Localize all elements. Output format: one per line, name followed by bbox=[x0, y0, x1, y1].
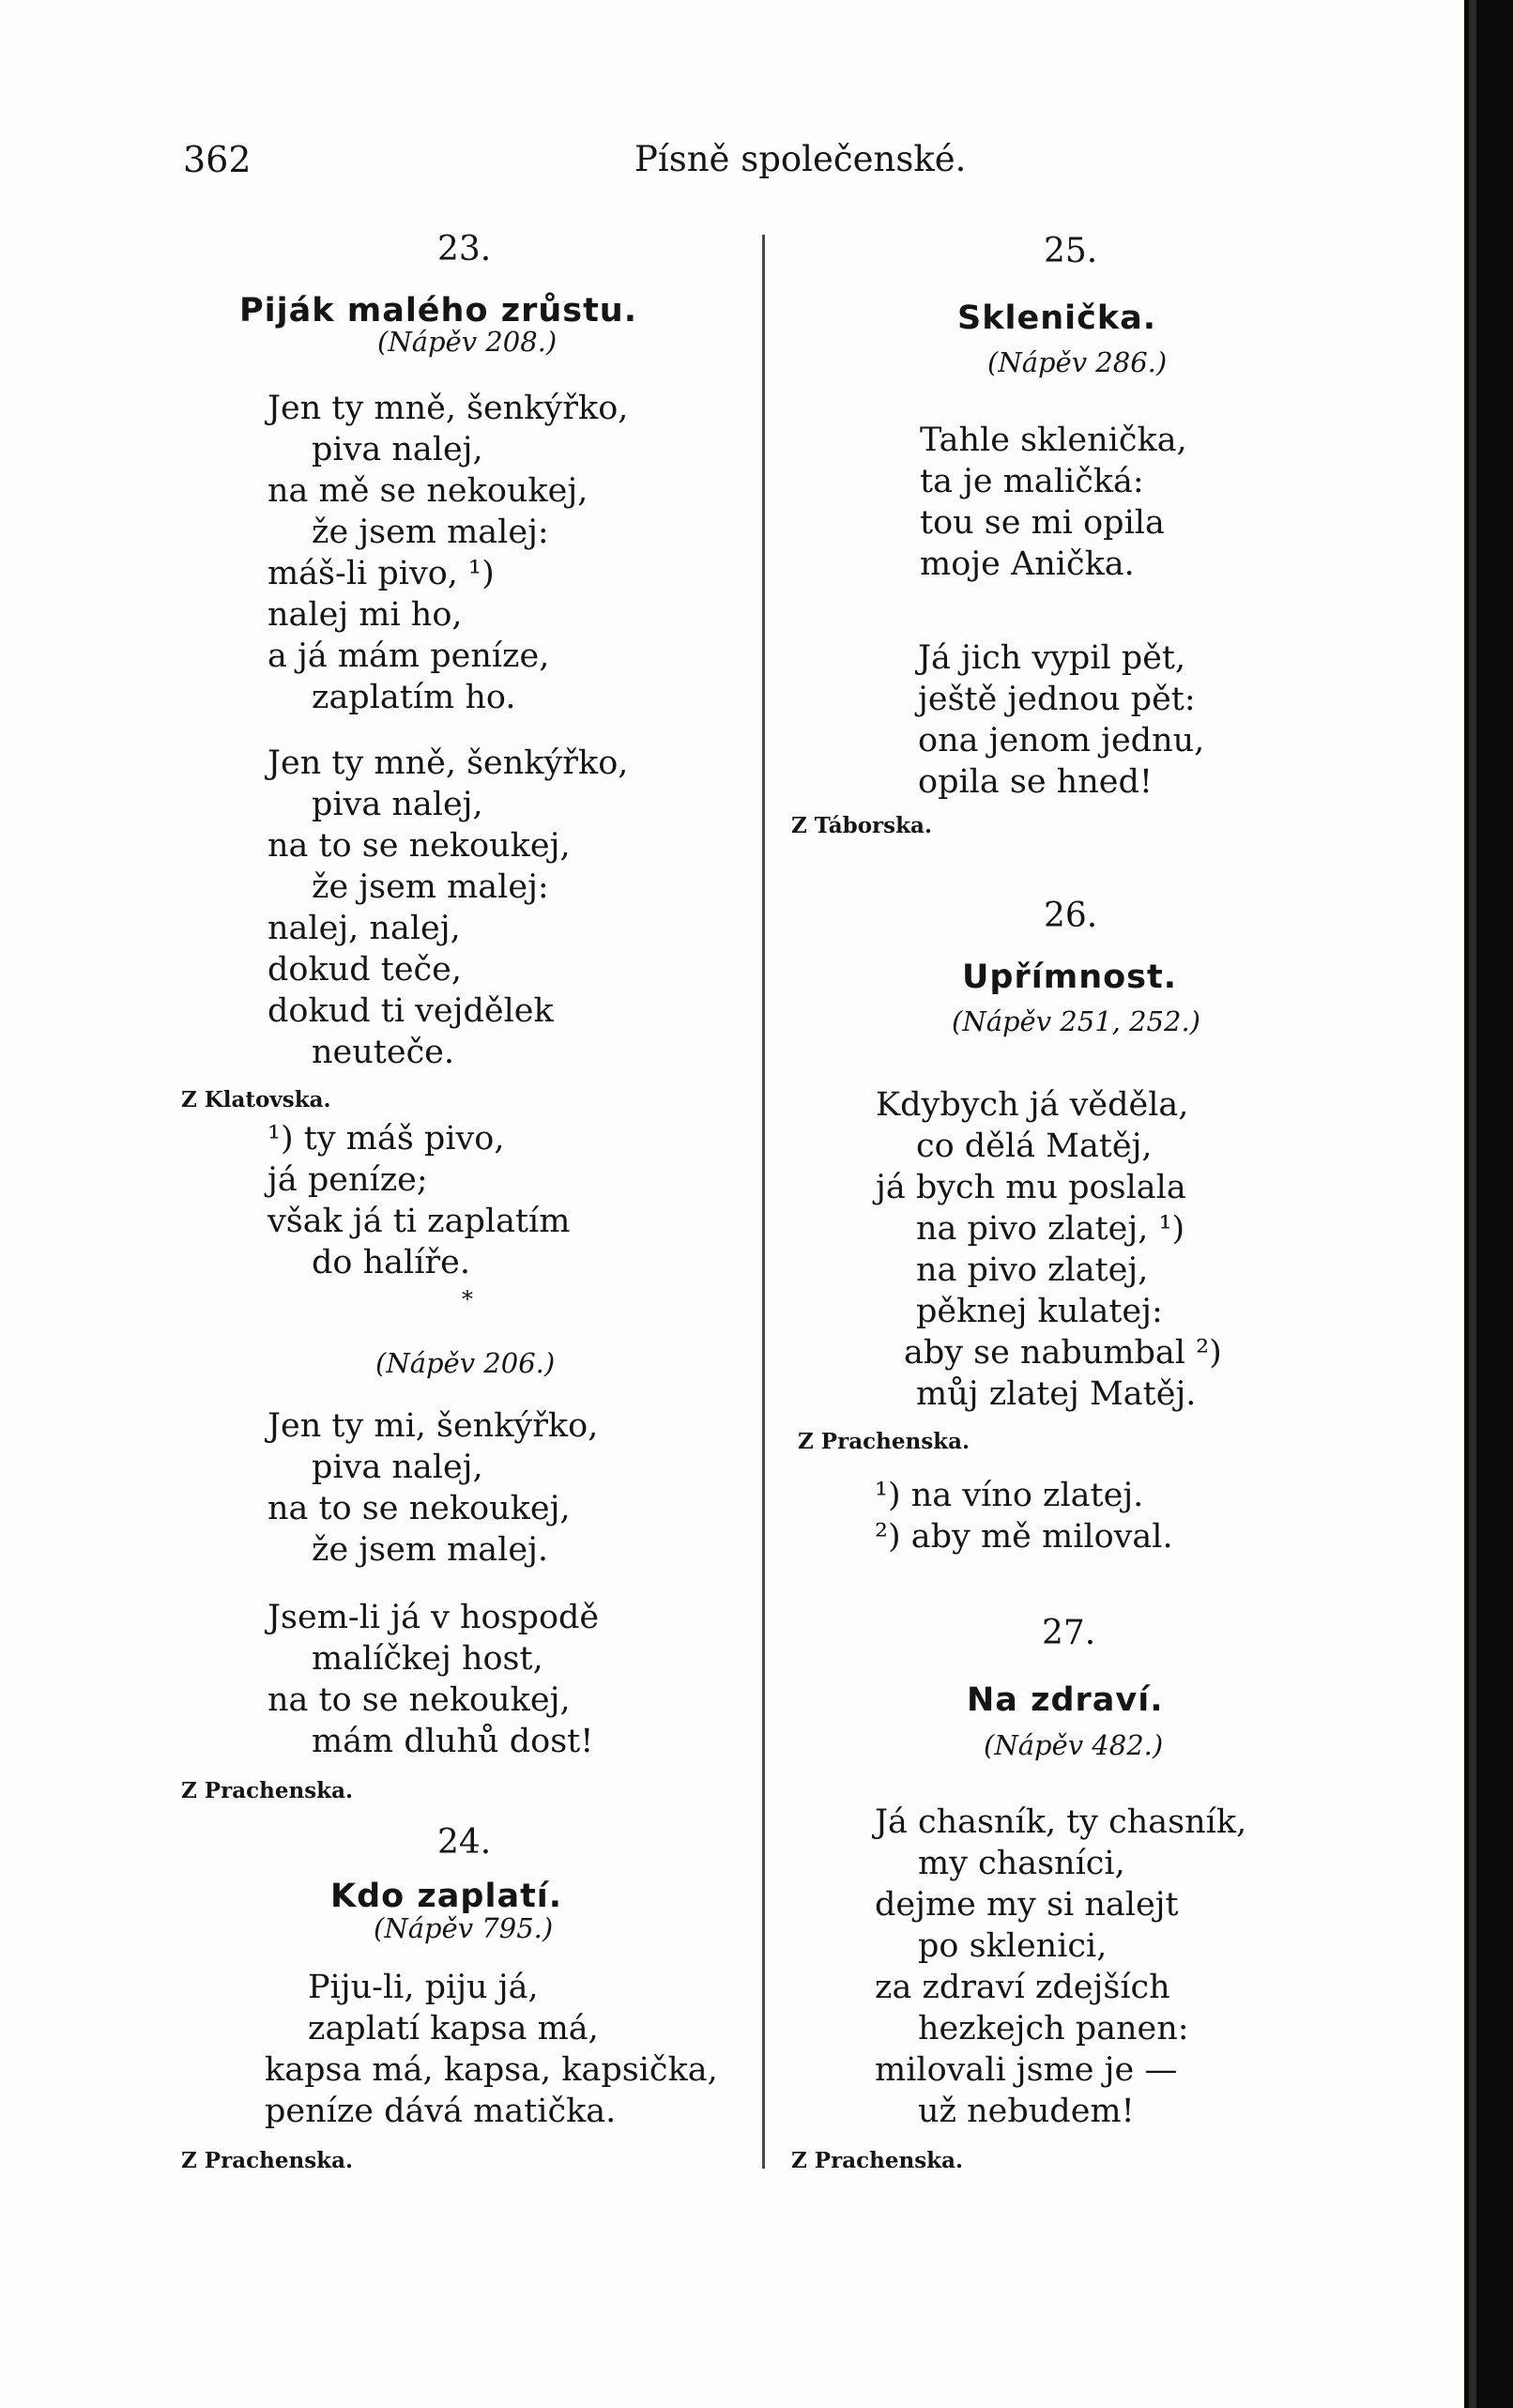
verse-line: neuteče. bbox=[312, 1034, 455, 1071]
verse-line: dokud ti vejdělek bbox=[267, 992, 554, 1030]
source-note: Z Táborska. bbox=[791, 813, 932, 838]
verse-line: milovali jsme je — bbox=[875, 2051, 1178, 2089]
song-title: Kdo zaplatí. bbox=[330, 1878, 563, 1915]
verse-line: my chasníci, bbox=[918, 1845, 1125, 1882]
verse-line: Já jich vypil pět, bbox=[918, 639, 1186, 677]
napev-reference: (Nápěv 206.) bbox=[375, 1347, 556, 1379]
verse-line: Tahle sklenička, bbox=[920, 422, 1187, 459]
verse-line: pěknej kulatej: bbox=[916, 1293, 1163, 1330]
verse-line: na to se nekoukej, bbox=[267, 827, 571, 865]
napev-reference: (Nápěv 251, 252.) bbox=[952, 1005, 1200, 1037]
song-title: Piják malého zrůstu. bbox=[239, 292, 638, 330]
verse-line: po sklenici, bbox=[918, 1927, 1108, 1965]
verse-line: na to se nekoukej, bbox=[267, 1681, 571, 1719]
song-number: 24. bbox=[437, 1823, 492, 1862]
song-title: Upřímnost. bbox=[962, 959, 1178, 996]
verse-line: piva nalej, bbox=[312, 431, 483, 468]
verse-line: peníze dává matička. bbox=[265, 2093, 617, 2130]
verse-line: Piju-li, piju já, bbox=[308, 1969, 539, 2006]
verse-line: ještě jednou pět: bbox=[918, 681, 1196, 718]
verse-line: Kdybych já věděla, bbox=[876, 1086, 1189, 1124]
source-note: Z Prachenska. bbox=[181, 1778, 353, 1803]
verse-line: nalej, nalej, bbox=[267, 910, 461, 947]
source-note: Z Prachenska. bbox=[791, 2148, 963, 2173]
verse-line: opila se hned! bbox=[918, 763, 1153, 801]
verse-line: Jen ty mně, šenkýřko, bbox=[267, 744, 629, 782]
napev-reference: (Nápěv 286.) bbox=[987, 346, 1168, 378]
verse-line: aby se nabumbal ²) bbox=[904, 1334, 1222, 1372]
verse-line: piva nalej, bbox=[312, 1449, 483, 1486]
verse-line: Jen ty mně, šenkýřko, bbox=[267, 390, 629, 427]
footnote-line: do halíře. bbox=[312, 1244, 470, 1281]
verse-line: piva nalej, bbox=[312, 786, 483, 823]
song-number: 27. bbox=[1042, 1614, 1096, 1652]
verse-line: moje Anička. bbox=[920, 545, 1135, 583]
verse-line: mám dluhů dost! bbox=[312, 1723, 594, 1760]
verse-line: kapsa má, kapsa, kapsička, bbox=[265, 2051, 718, 2089]
verse-line: tou se mi opila bbox=[920, 504, 1165, 542]
song-number: 25. bbox=[1044, 232, 1098, 270]
source-note: Z Prachenska. bbox=[798, 1429, 970, 1454]
verse-line: máš-li pivo, ¹) bbox=[267, 555, 495, 592]
footnote-line: já peníze; bbox=[267, 1161, 428, 1199]
verse-line: dejme my si nalejt bbox=[875, 1886, 1179, 1924]
napev-reference: (Nápěv 482.) bbox=[984, 1729, 1164, 1761]
verse-line: já bych mu poslala bbox=[876, 1169, 1186, 1206]
scan-edge-shadow-inner bbox=[1469, 0, 1476, 2408]
verse-line: Já chasník, ty chasník, bbox=[875, 1803, 1247, 1841]
column-divider bbox=[762, 235, 765, 2169]
verse-line: že jsem malej. bbox=[312, 1531, 549, 1569]
variant-mark: * bbox=[462, 1286, 473, 1312]
footnote-line: však já ti zaplatím bbox=[267, 1203, 571, 1240]
verse-line: už nebudem! bbox=[918, 2093, 1135, 2130]
verse-line: Jsem-li já v hospodě bbox=[267, 1599, 600, 1636]
verse-line: za zdraví zdejších bbox=[875, 1969, 1170, 2006]
verse-line: na pivo zlatej, bbox=[916, 1251, 1149, 1289]
verse-line: zaplatí kapsa má, bbox=[308, 2010, 599, 2048]
verse-line: a já mám peníze, bbox=[267, 637, 550, 675]
napev-reference: (Nápěv 795.) bbox=[374, 1912, 554, 1944]
verse-line: co dělá Matěj, bbox=[916, 1127, 1153, 1165]
song-title: Sklenička. bbox=[957, 299, 1157, 337]
verse-line: dokud teče, bbox=[267, 951, 462, 989]
verse-line: hezkejch panen: bbox=[918, 2010, 1189, 2048]
verse-line: malíčkej host, bbox=[312, 1640, 543, 1678]
running-title: Písně společenské. bbox=[634, 139, 967, 179]
song-number: 23. bbox=[437, 230, 492, 268]
verse-line: Jen ty mi, šenkýřko, bbox=[267, 1407, 599, 1445]
source-note: Z Klatovska. bbox=[181, 1087, 331, 1112]
footnote-line: ¹) na víno zlatej. bbox=[875, 1477, 1144, 1514]
verse-line: na mě se nekoukej, bbox=[267, 472, 588, 510]
footnote-line: ¹) ty máš pivo, bbox=[267, 1120, 505, 1158]
verse-line: nalej mi ho, bbox=[267, 596, 463, 634]
verse-line: zaplatím ho. bbox=[312, 679, 516, 716]
verse-line: ta je maličká: bbox=[920, 463, 1144, 500]
verse-line: ona jenom jednu, bbox=[918, 722, 1205, 759]
footnote-line: ²) aby mě miloval. bbox=[875, 1518, 1173, 1556]
song-number: 26. bbox=[1044, 897, 1098, 935]
verse-line: na pivo zlatej, ¹) bbox=[916, 1210, 1185, 1248]
verse-line: že jsem malej: bbox=[312, 868, 549, 906]
song-title: Na zdraví. bbox=[967, 1681, 1164, 1719]
verse-line: můj zlatej Matěj. bbox=[916, 1375, 1197, 1413]
napev-reference: (Nápěv 208.) bbox=[377, 326, 558, 358]
source-note: Z Prachenska. bbox=[181, 2148, 353, 2173]
verse-line: že jsem malej: bbox=[312, 514, 549, 551]
page-number: 362 bbox=[183, 139, 252, 180]
verse-line: na to se nekoukej, bbox=[267, 1490, 571, 1527]
